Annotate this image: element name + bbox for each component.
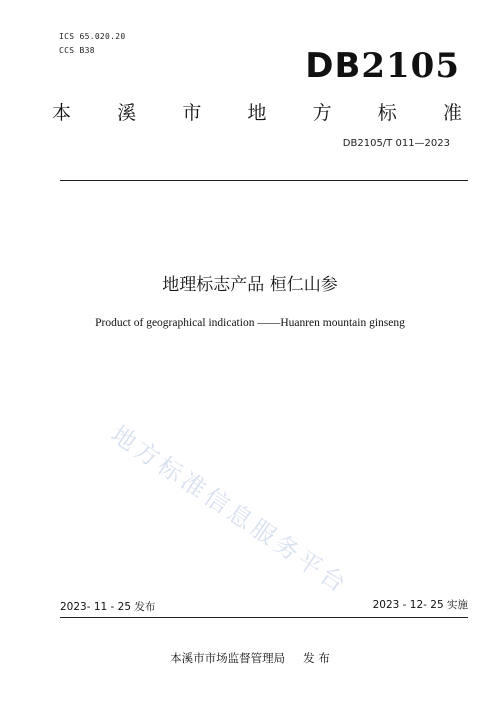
db-prefix: DB [305,46,362,86]
ics-code: ICS 65.020.20 [59,32,126,41]
implementation-date: 2023 - 12- 25 实施 [372,599,468,611]
db-number: 2105 [361,46,460,86]
classification-codes [59,30,126,58]
issue-date: 2023- 11 - 25 发布 [60,601,156,613]
title-char-3: 市 [182,102,202,124]
db-code-logo [305,46,460,86]
title-char-5: 方 [312,102,332,124]
publisher-line [0,650,500,666]
title-char-7: 准 [442,102,462,124]
standard-type-title [52,98,462,128]
document-title-chinese: 地理标志产品 桓仁山参 [162,275,338,295]
title-char-1: 本 [52,102,72,124]
document-title-english: Product of geographical indication ——Huanren mountain ginseng [95,317,405,329]
standard-number: DB2105/T 011—2023 [342,138,450,149]
publisher-action: 发 布 [303,651,330,665]
publisher-name: 本溪市市场监督管理局 [170,651,286,665]
title-char-6: 标 [377,102,397,124]
ccs-code: CCS B38 [59,46,95,55]
title-char-4: 地 [247,102,267,124]
title-char-2: 溪 [117,102,137,124]
watermark: 地方标准信息服务平台 [105,419,354,600]
top-divider [60,180,468,181]
bottom-divider [60,617,468,618]
